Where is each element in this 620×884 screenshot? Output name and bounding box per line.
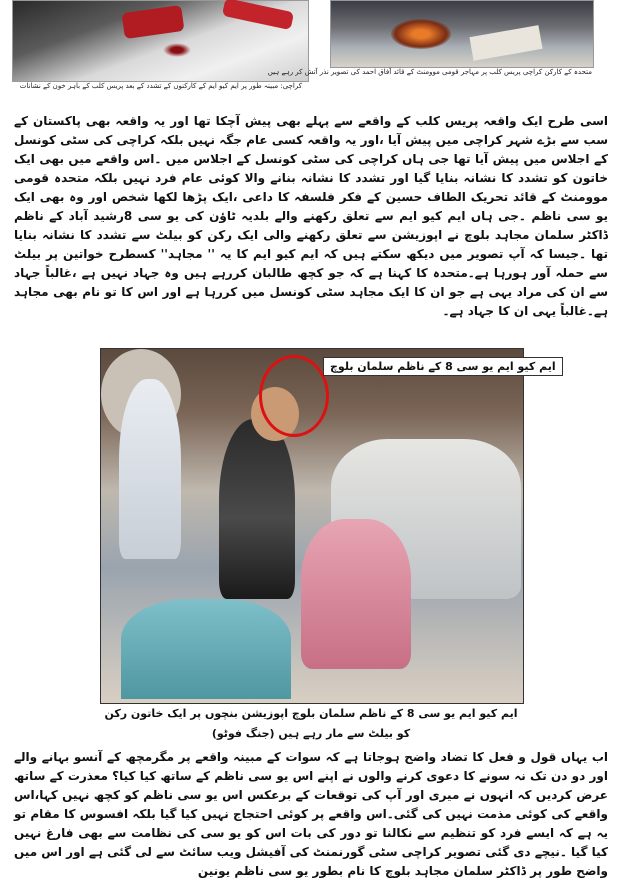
photo-detail [391,19,451,49]
photo-figure [219,419,295,599]
photo-figure [301,519,411,669]
photo-detail [163,43,191,57]
photo-detail [469,25,542,61]
photo-burning-poster [330,0,594,68]
photo-label: ایم کیو ایم یو سی 8 کے ناظم سلمان بلوچ [323,357,563,376]
article-paragraph-1: اسی طرح ایک واقعہ پریس کلب کے واقعے سے پہلے بھی پیش آچکا تھا اور یہ واقعہ بھی پاکستان کے سب سے بڑے شہر کراچی میں پیش آیا ،اور یہ واقعہ کسی عام جگہ نہیں بلکہ کراچی کی سٹی کونسل کے اجلاس میں پیش آیا تھا جی ہاں کراچی کی سٹی کونسل کے اجلاس میں ۔اس واقعے میں بھی ایک خاتون کو تشدد کا نشانہ بنایا گیا اور تشدد کا نشانہ بنانے والا کوئی عام فرد نہیں بلکہ متحدہ قومی موومنٹ کے قائد تحریک الطاف حسین کے فکر فلسفہ کا داعی ،ایک پڑھا لکھا شخص اور وہ بھی ایک یو سی ناظم ۔جی ہاں ایم کیو ایم سے تعلق رکھنے والے بلدیہ ٹاؤن کی یو سی 8رشید آباد کے ناظم ڈاکٹر سلمان مجاہد بلوچ نے اپوزیشن سے تعلق رکھنے والی ایک رکن کو بیلٹ سے تشدد کا نشانہ بنایا تھا ۔جیسا کہ آپ تصویر میں دیکھ سکتے ہیں کہ ایم کیو ایم کا یہ '' مجاہد'' کسطرح خواتین پر بیلٹ سے حملہ آور ہورہا ہے۔متحدہ کا کہنا ہے کہ جو کچھ طالبان کررہے ہیں وہ جہاد نہیں ہے ،غالباً جہاد سے ان کی مراد یہی ہے جو ان کا ایک مجاہد سٹی کونسل میں کررہا ہے اور اس کا تو نام بھی مجاہد ہے۔غالباً یہی ان کا جہاد ہے۔ [14,114,609,318]
top-photo-strip [0,0,620,96]
photo-detail [121,5,184,39]
photo-caption-left: کراچی: مبینہ طور پر ایم کیو ایم کے کارکنوں کے تشدد کے بعد پریس کلب کے باہر خون کے نشانات [19,82,302,90]
photo-figure [121,599,291,699]
photo-caption-right: متحدہ کے کارکن کراچی پریس کلب پر مہاجر قومی موومنٹ کے قائد آفاق احمد کی تصویر نذر آتش کر رہے ہیں [267,68,592,76]
photo-caption: ایم کیو ایم یو سی 8 کے ناظم سلمان بلوچ اپوزیشن بنچوں پر ایک خاتون رکن کو بیلٹ سے مار رہے ہیں (جنگ فوٹو) [104,707,518,740]
photo-figure [119,379,181,559]
article-paragraph-2: اب یہاں قول و فعل کا تضاد واضح ہوجاتا ہے کہ سوات کے مبینہ واقعے پر مگرمچھ کے آنسو بہانے والے اور دو دن تک نہ سونے کا دعوی کرنے والوں نے اپنے اس یو سی ناظم کے ساتھ کیا کیا؟ معذرت کے ساتھ عرض کردیں کہ انہوں نے میری اور آپ کی توقعات کے برعکس اس یو سی ناظم کو کچھ نہیں کہا،اس واقعے کی کوئی مذمت نہیں کی گئی۔اس واقعے پر کوئی احتجاج نہیں کیا گیا بلکہ افسوس کا مقام تو یہ ہے کہ ایسے فرد کو تنظیم سے نکالنا تو دور کی بات اس کو یو سی کی نظامت سے بھی فارغ نہیں کیا گیا ۔نیچے دی گئی تصویر کراچی سٹی گورنمنٹ کی آفیشل ویب سائٹ سے لی گئی ہے اور اس میں واضح طور پر ڈاکٹر سلمان مجاہد بلوچ کا نام بطور یو سی ناظم یونین [14,750,608,878]
highlight-circle [259,355,329,437]
council-photo [100,348,556,704]
photo-detail [222,0,294,30]
photo-blood-on-car [12,0,309,82]
